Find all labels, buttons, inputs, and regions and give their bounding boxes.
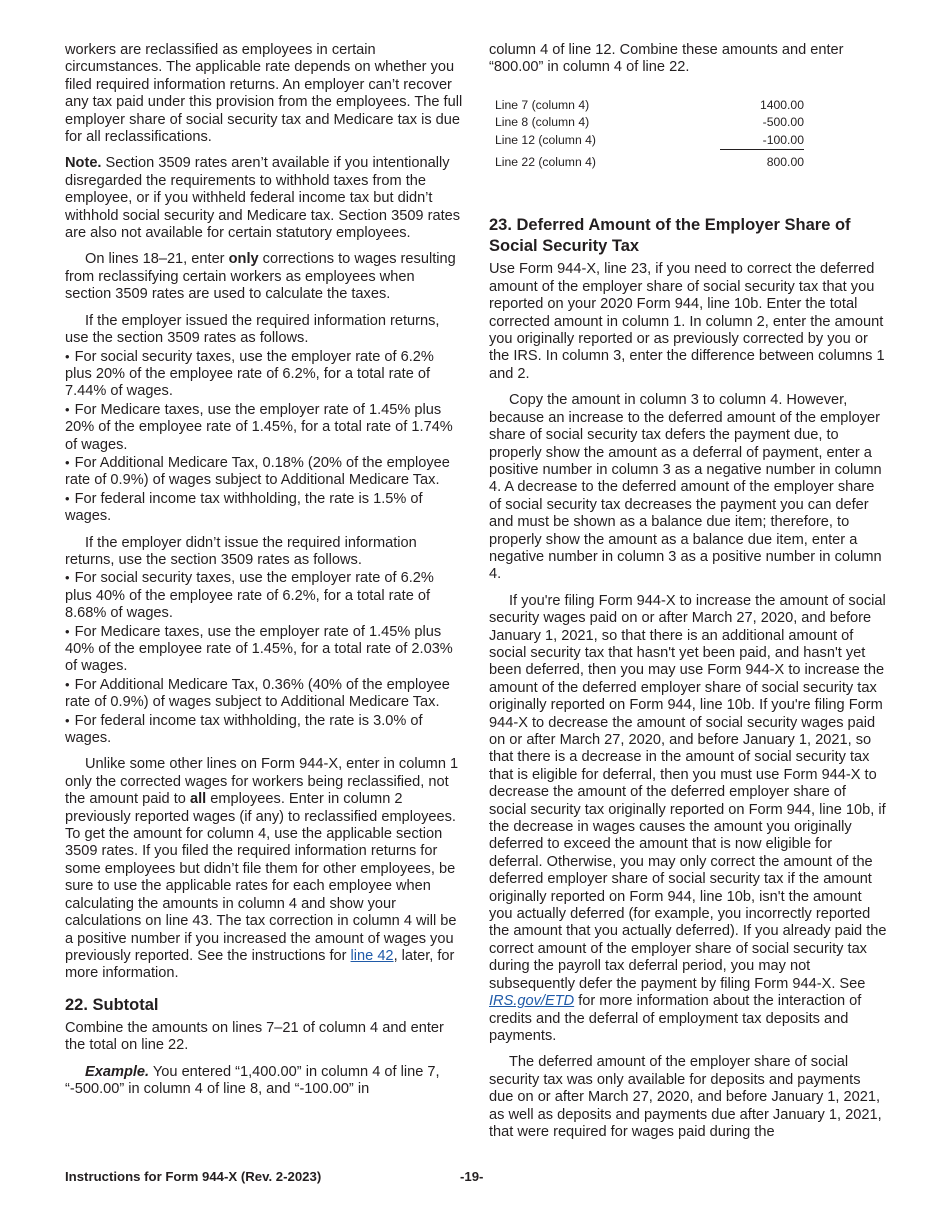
page-number: -19- — [460, 1169, 484, 1184]
emphasis: only — [228, 251, 259, 268]
paragraph: Use Form 944-X, line 23, if you need to correct the deferred amount of the employer share of social security tax that you reported on your 2020 Form 944, line 10b. Enter the total corrected amount in column 1. In column 2, enter the amount you originally reported or as previously corrected by you or the IRS. In column 3, enter the difference between columns 1 and 2. — [489, 261, 885, 382]
paragraph: column 4 of line 12. Combine these amounts and enter “800.00” in column 4 of line 22. — [489, 42, 844, 76]
text-run: On lines 18–21, enter — [85, 251, 229, 268]
text-run: If you're filing Form 944-X to increase the amount of social security wages paid on or after March 27, 2020, and before January 1, 2021, so that there is an additional amount of social security tax that hasn't yet been paid, and hasn't yet been deferred, then you may use Form 944-X to increase the amount of the deferred employer share of social security tax originally reported on Form 944, line 10b. If you're filing Form 944-X to decrease the amount of social security wages paid on or after March 27, 2020, and before January 1, 2021, so that there is a decrease in the amount of social security tax that is eligible for deferral, then you must use Form 944-X to decrease the amount of the deferred employer share of social security tax originally reported on Form 944, line 10b, if the decrease in wages causes the amount you originally deferred to exceed the amount that is now eligible for deferral. Otherwise, you may only correct the amount of the deferred employer share of social security tax if the amount originally reported on Form 944, line 10b, isn't the amount you actually deferred (for example, you incorrectly reported the amount that you actually deferred). If you already paid the correct amount of the employer share of social security tax during the payroll tax deferral period, you may not subsequently defer the payment by filing Form 944-X. See — [489, 592, 887, 992]
text-run: Unlike some other lines on Form 944-X, enter in column 1 only the corrected wages for workers being reclassified, not the amount paid to — [65, 756, 459, 808]
paragraph: workers are reclassified as employees in certain circumstances. The applicable rate depends on whether you filed required information returns. An employer can’t recover any tax paid under this provision from the employees. The full employer share of social security tax and Medicare tax is due for all reclassifications. — [65, 42, 463, 146]
example-label: Example. — [85, 1063, 150, 1080]
footer-title: Instructions for Form 944-X (Rev. 2-2023) — [65, 1169, 322, 1184]
row-label: Line 8 (column 4) — [495, 115, 590, 130]
list-item: • For Medicare taxes, use the employer rate of 1.45% plus 20% of the employee rate of 1.45%, for a total rate of 1.74% of wages. — [65, 401, 463, 454]
page-footer — [65, 1168, 887, 1188]
row-label: Line 12 (column 4) — [495, 132, 596, 147]
paragraph: If the employer issued the required information returns, use the section 3509 rates as follows. — [65, 312, 440, 347]
paragraph — [489, 593, 887, 1046]
note-text: Section 3509 rates aren’t available if you intentionally disregarded the requirements to withhold taxes from the employee, or if you withheld federal income tax but didn’t withhold social security and Medicare tax. Section 3509 rates are also not available for certain statutory employees. — [65, 155, 461, 242]
row-value: -500.00 — [762, 115, 804, 130]
list-item: • For federal income tax withholding, the rate is 3.0% of wages. — [65, 712, 463, 748]
text-run: employees. Enter in column 2 previously reported wages (if any) to reclassified employees. To get the amount for column 4, use the applicable section 3509 rates. If you filed the required information returns for some employees but didn’t file them for other employees, be sure to use the applicable rates for each employee when calculating the amounts in column 4 and show your calculations on line 43. The tax correction in column 4 will be a positive number if you increased the amount of wages you previously reported. See the instructions for — [65, 791, 457, 964]
left-column — [65, 42, 463, 1107]
row-value: 800.00 — [766, 155, 804, 170]
note-paragraph — [65, 155, 463, 242]
paragraph: The deferred amount of the employer share of social security tax was only available for deposits and payments due on or after March 27, 2020, and before January 1, 2021, as well as deposits and payments due after January 1, 2021, that were required for wages paid during the — [489, 1054, 882, 1140]
example-text: You entered “1,400.00” in column 4 of line 7, “-500.00” in column 4 of line 8, and “-100.00” in — [65, 1063, 440, 1097]
table-row — [495, 132, 804, 150]
text-run: corrections to wages resulting from reclassifying certain workers as employees when section 3509 rates are used to calculate the taxes. — [65, 251, 456, 303]
irs-etd-link[interactable]: IRS.gov/ETD — [489, 993, 575, 1010]
table-total-row — [495, 154, 804, 171]
list-item: • For Additional Medicare Tax, 0.18% (20% of the employee rate of 0.9%) of wages subject to Additional Medicare Tax. — [65, 454, 463, 490]
table-row — [495, 97, 804, 114]
example-paragraph — [65, 1064, 463, 1099]
section-heading-23: 23. Deferred Amount of the Employer Share of Social Security Tax — [489, 216, 851, 256]
row-value: 1400.00 — [759, 97, 804, 112]
list-item: • For Additional Medicare Tax, 0.36% (40% of the employee rate of 0.9%) of wages subject to Additional Medicare Tax. — [65, 676, 463, 712]
list-item: • For Medicare taxes, use the employer rate of 1.45% plus 40% of the employee rate of 1.45%, for a total rate of 2.03% of wages. — [65, 623, 463, 676]
paragraph — [65, 251, 463, 303]
calculation-table — [495, 97, 804, 172]
right-column — [489, 42, 887, 1150]
line-42-link[interactable]: line 42 — [350, 947, 394, 964]
table-row — [495, 114, 804, 131]
note-label: Note. — [65, 155, 102, 172]
text-run: , later, for more information. — [65, 947, 455, 982]
row-label: Line 22 (column 4) — [495, 155, 596, 170]
list-item: • For federal income tax withholding, the rate is 1.5% of wages. — [65, 490, 463, 526]
list-item: • For social security taxes, use the employer rate of 6.2% plus 40% of the employee rate of 6.2%, for a total rate of 8.68% of wages. — [65, 569, 463, 622]
text-run: for more information about the interaction of credits and the deferral of employment tax deposits and payments. — [489, 993, 862, 1044]
row-value: -100.00 — [720, 132, 804, 150]
section-heading-22: 22. Subtotal — [65, 995, 159, 1014]
row-label: Line 7 (column 4) — [495, 97, 590, 112]
list-item: • For social security taxes, use the employer rate of 6.2% plus 20% of the employee rate of 6.2%, for a total rate of 7.44% of wages. — [65, 348, 463, 401]
paragraph: Copy the amount in column 3 to column 4. However, because an increase to the deferred amount of the employer share of social security tax defers the payment due, to properly show the amount as a deferral of payment, enter a positive number in column 3 as a negative number in column 4. A decrease to the deferred amount of the employer share of social security tax decreases the payment you can defer and must be shown as a balance due item; therefore, to properly show the amount as a balance due item, enter a negative number in column 3 as a positive number in column 4. — [489, 392, 882, 583]
paragraph — [65, 756, 463, 982]
paragraph: If the employer didn’t issue the required information returns, use the section 3509 rates as follows. — [65, 534, 417, 568]
emphasis: all — [189, 791, 207, 808]
paragraph: Combine the amounts on lines 7–21 of column 4 and enter the total on line 22. — [65, 1019, 444, 1054]
